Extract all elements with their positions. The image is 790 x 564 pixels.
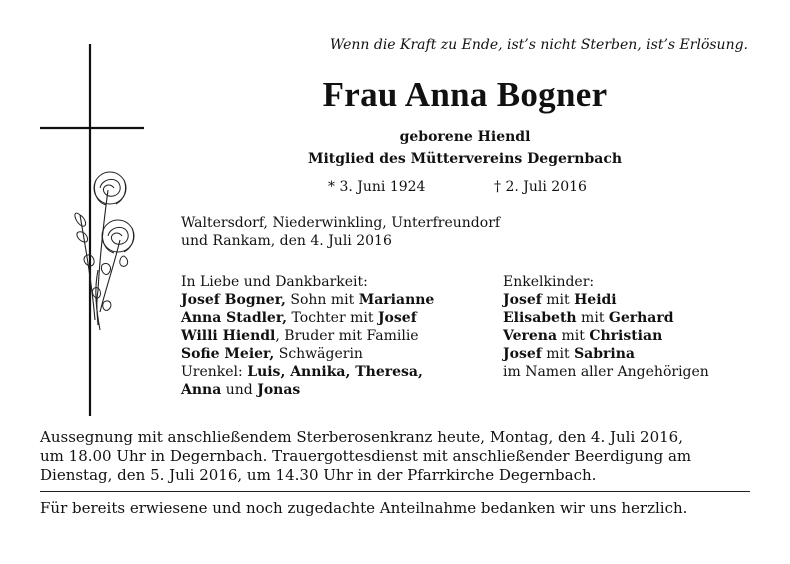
mourner-row: Anna und Jonas <box>181 382 301 398</box>
place-and-date <box>181 214 681 250</box>
motto: Wenn die Kraft zu Ende, ist’s nicht Sterben, ist’s Erlösung. <box>329 37 748 53</box>
mourners-right <box>503 273 763 381</box>
service-line-3: Dienstag, den 5. Juli 2016, um 14.30 Uhr in der Pfarrkirche Degernbach. <box>40 466 597 484</box>
mourner-row: Josef Bogner, Sohn mit Marianne <box>181 292 435 308</box>
thanks-note: Für bereits erwiesene und noch zugedachte Anteilnahme bedanken wir uns herzlich. <box>40 499 688 517</box>
life-dates <box>180 178 750 198</box>
mourner-row: Elisabeth mit Gerhard <box>503 310 674 326</box>
service-line-2: um 18.00 Uhr in Degernbach. Trauergottesdienst mit anschließender Beerdigung am <box>40 447 692 465</box>
grandchildren-intro: Enkelkinder: <box>503 274 595 290</box>
mourner-row: Willi Hiendl, Bruder mit Familie <box>181 328 419 344</box>
place-line-2: und Rankam, den 4. Juli 2016 <box>181 233 392 249</box>
mourner-row: Josef mit Heidi <box>503 292 617 308</box>
mourner-row: Anna Stadler, Tochter mit Josef <box>181 310 417 326</box>
birth-date: * 3. Juni 1924 <box>328 179 426 195</box>
mourners-left <box>181 273 481 399</box>
place-line-1: Waltersdorf, Niederwinkling, Unterfreundorf <box>181 215 501 231</box>
service-line-1: Aussegnung mit anschließendem Sterberosenkranz heute, Montag, den 4. Juli 2016, <box>40 428 683 446</box>
service-details <box>40 428 756 485</box>
mourner-row: Josef mit Sabrina <box>503 346 635 362</box>
membership: Mitglied des Müttervereins Degernbach <box>307 151 623 167</box>
death-date: † 2. Juli 2016 <box>494 179 587 195</box>
cross-with-roses-icon <box>38 40 148 420</box>
maiden-name: geborene Hiendl <box>399 129 531 145</box>
deceased-name: Frau Anna Bogner <box>322 75 608 114</box>
all-relatives: im Namen aller Angehörigen <box>503 364 709 380</box>
mourner-row: Urenkel: Luis, Annika, Theresa, <box>181 364 423 380</box>
mourners-intro: In Liebe und Dankbarkeit: <box>181 274 368 290</box>
divider <box>40 491 750 492</box>
mourner-row: Sofie Meier, Schwägerin <box>181 346 363 362</box>
mourner-row: Verena mit Christian <box>503 328 663 344</box>
